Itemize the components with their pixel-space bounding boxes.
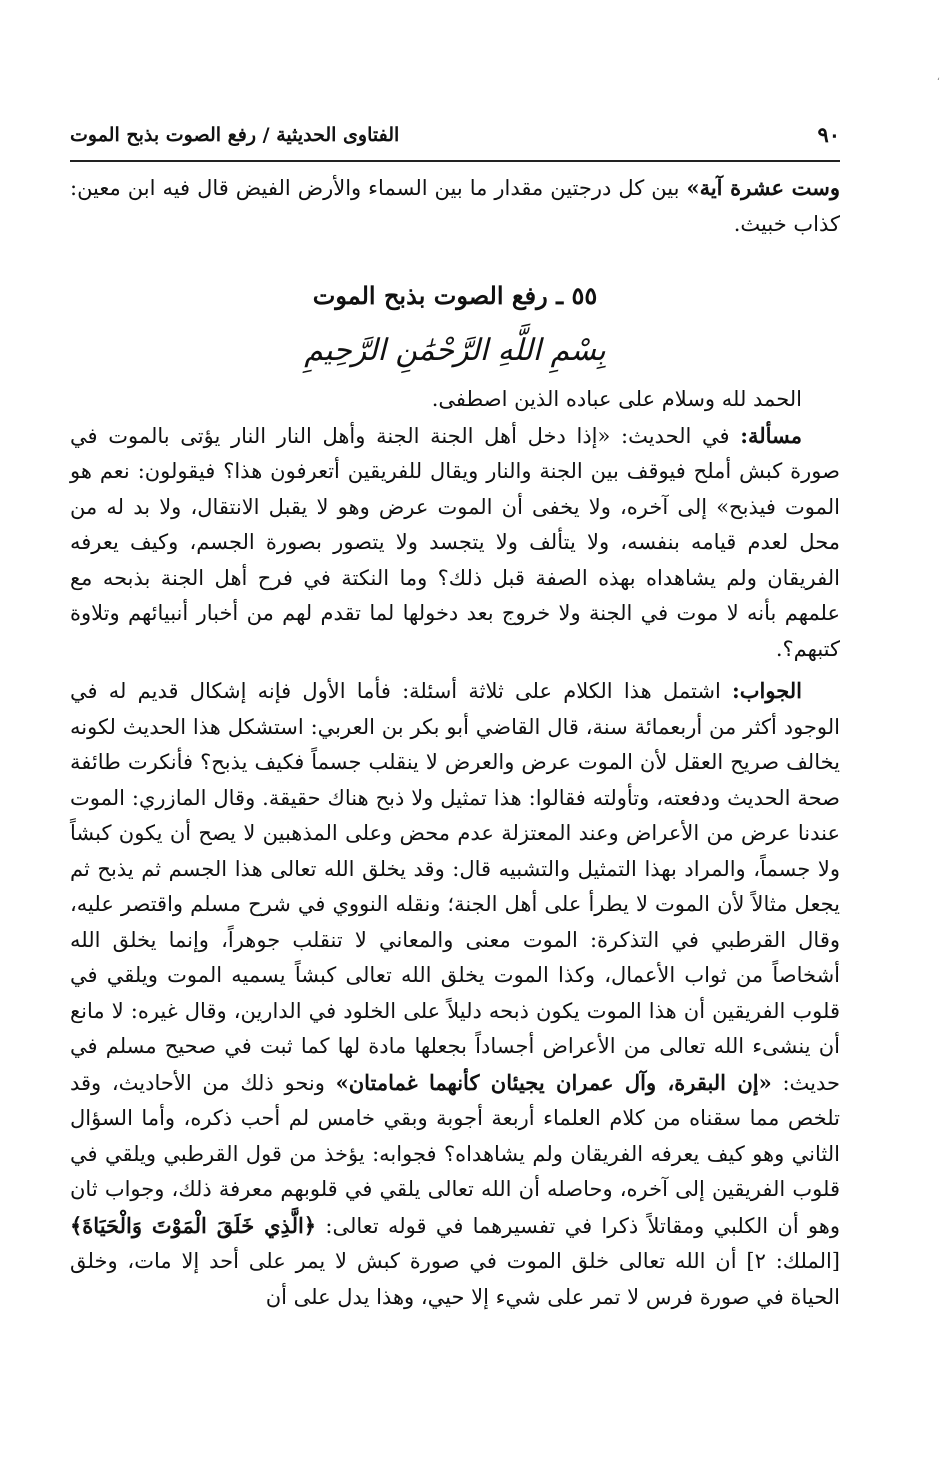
header-divider [70,160,840,162]
hadith-quote: «إن البقرة، وآل عمران يجيئان كأنهما غمامتان» [335,1069,772,1095]
quran-verse: ﴿الَّذِي خَلَقَ الْمَوْتَ وَالْحَيَاةَ﴾ [70,1212,317,1238]
intro-bold-lead: وست عشرة آية» [686,175,840,200]
answer-text-part2: ونحو ذلك من الأحاديث، وقد تلخص مما سقناه من كلام العلماء أربعة أجوبة وبقي خامس لم أحب ذكره، وأما السؤال الثاني وهو كيف يعرفه الفريقان ولم يشاهداه؟ فجوابه: يؤخذ من قول القرطبي ويلقي في قلوب الفريقين إلى آخره، وحاصله أن الله تعالى يلقي في قلوبهم معرفة ذلك، وجواب ثان وهو أن الكلبي ومقاتلاً ذكرا في تفسيرهما في قوله تعالى: [70,1070,840,1238]
answer-label: الجواب: [732,678,802,703]
question-text: في الحديث: «إذا دخل أهل الجنة الجنة وأهل النار النار يؤتى بالموت في صورة كبش أملح فيوقف بين الجنة والنار ويقال للفريقين أتعرفون هذا؟ فيقولون: نعم هو الموت فيذبح» إلى آخره، ولا يخفى أن الموت عرض وهو لا يقبل الانتقال، ولا بد له من محل لعدم قيامه بنفسه، ولا يتألف ولا يتجسد ولا يتصور بصورة الجسم، وكيف يعرفه الفريقان ولم يشاهداه بهذه الصفة قبل ذلك؟ وما النكتة في فرح أهل الجنة بذبحه مع علمهم بأنه لا موت في الجنة ولا خروج بعد دخولها لما تقدم لهم من أخبار أنبيائهم وتلاوة كتبهم؟. [70,423,840,661]
running-header [70,118,840,158]
page-body [70,170,840,1315]
section-heading: ٥٥ ـ رفع الصوت بذبح الموت [312,281,598,310]
answer-text-part1: اشتمل هذا الكلام على ثلاثة أسئلة: فأما الأول فإنه إشكال قديم له في الوجود أكثر من أربعمائة سنة، قال القاضي أبو بكر بن العربي: استشكل هذا الحديث لكونه يخالف صريح العقل لأن الموت عرض والعرض لا ينقلب جسماً فكيف يذبح؟ فأنكرت طائفة صحة الحديث ودفعته، وتأولته فقالوا: هذا تمثيل ولا ذبح هناك حقيقة. وقال المازري: الموت عندنا عرض من الأعراض وعند المعتزلة عدم محض وعلى المذهبين لا يصح أن يكون كبشاً ولا جسماً، والمراد بهذا التمثيل والتشبيه قال: وقد يخلق الله تعالى هذا الجسم ثم يذبح ثم يجعل مثالاً لأن الموت لا يطرأ على أهل الجنة؛ ونقله النووي في شرح مسلم واقتصر عليه، وقال القرطبي في التذكرة: الموت معنى والمعاني لا تنقلب جوهراً، وإنما يخلق الله أشخاصاً من ثواب الأعمال، وكذا الموت يخلق الله تعالى كبشاً يسميه الموت ويلقي في قلوب الفريقين أن هذا الموت يكون ذبحه دليلاً على الخلود في الدارين، وقال غيره: لا مانع أن ينشىء الله تعالى من الأعراض أجساداً بجعلها مادة لها كما ثبت في صحيح مسلم في حديث: [70,679,840,1095]
hamd-line: الحمد لله وسلام على عباده الذين اصطفى. [431,387,802,411]
question-label: مسألة: [740,422,802,448]
intro-paragraph [70,170,840,242]
intro-text: بين كل درجتين مقدار ما بين السماء والأرض الفيض قال فيه ابن معين: كذاب خبيث. [70,176,840,236]
stray-mark: ، [936,72,940,83]
question-paragraph [70,418,840,668]
answer-text-part3: [الملك: ٢] أن الله تعالى خلق الموت في صورة كبش لا يمر على أحد إلا مات، وخلق الحياة في صورة فرس لا تمر على شيء إلا حيي، وهذا يدل على أن [70,1249,841,1309]
running-title: الفتاوى الحديثية / رفع الصوت بذبح الموت [70,124,400,146]
page-number: ٩٠ [817,122,840,147]
answer-paragraph [70,673,840,1315]
basmala: بِسْمِ اللَّهِ الرَّحْمَٰنِ الرَّحِيمِ [304,333,606,368]
